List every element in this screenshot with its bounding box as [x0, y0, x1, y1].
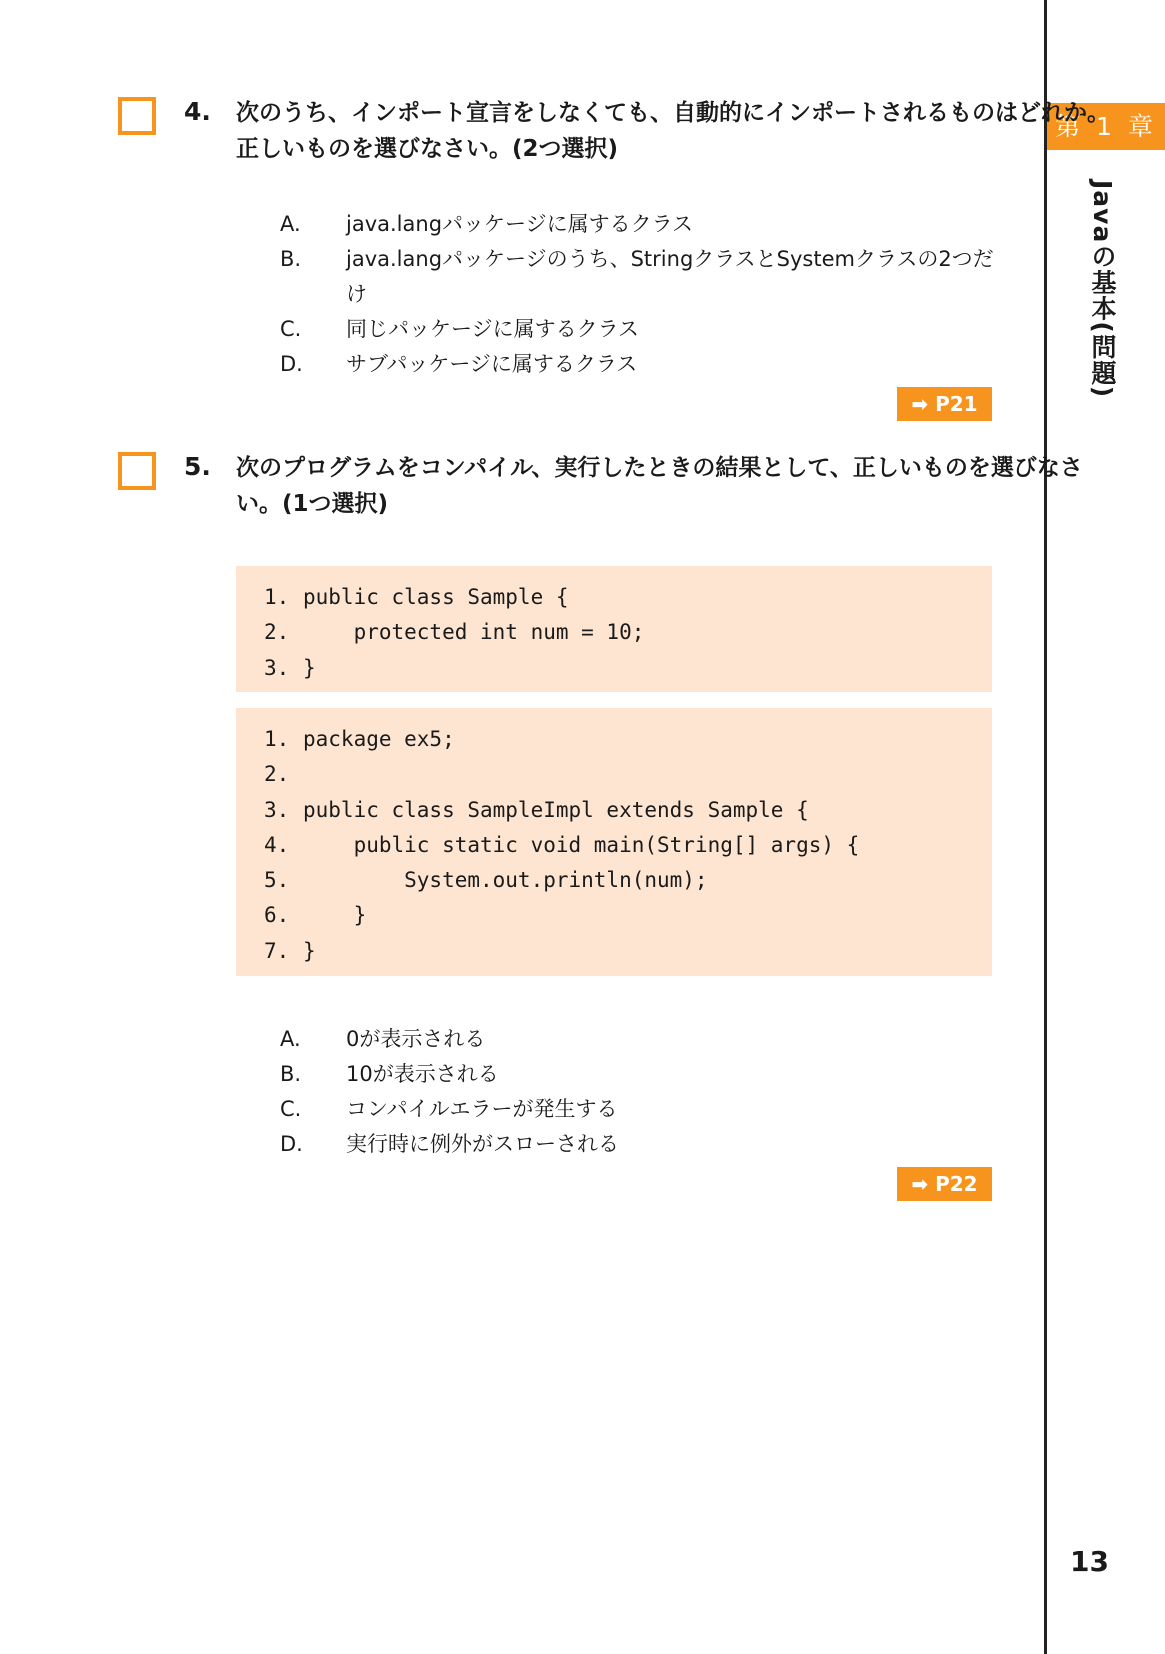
line-number: 4.: [264, 832, 290, 857]
choice-letter: A.: [280, 1027, 301, 1051]
chapter-tab: 第 1 章: [1047, 103, 1165, 150]
choice-text: サブパッケージに属するクラス: [346, 352, 638, 376]
choice-text: 10が表示される: [346, 1062, 499, 1086]
choice-text: コンパイルエラーが発生する: [346, 1097, 618, 1121]
code-line: [236, 828, 992, 863]
choice-text: 0が表示される: [346, 1027, 486, 1051]
line-number: 6.: [264, 903, 290, 928]
code-line: [236, 757, 992, 792]
line-number: 3.: [264, 655, 290, 680]
question-number: 4.: [184, 97, 211, 126]
choice-letter: B.: [280, 1062, 302, 1086]
code-line: [236, 934, 992, 969]
code-text: protected int num = 10;: [303, 620, 645, 645]
code-text: System.out.println(num);: [303, 868, 708, 893]
choice-letter: D.: [280, 352, 303, 376]
line-number: 1.: [264, 727, 290, 751]
choice-d: [280, 1127, 1000, 1162]
choice-a: [280, 1022, 1000, 1057]
choice-letter: C.: [280, 1097, 302, 1121]
code-line: [236, 615, 992, 650]
question-4-choices: [280, 207, 1000, 382]
code-line: [236, 863, 992, 898]
page-reference-badge[interactable]: ➡ P21: [897, 387, 992, 421]
line-number: 7.: [264, 938, 290, 963]
code-block-sampleimpl: [236, 708, 992, 976]
choice-letter: C.: [280, 317, 302, 341]
line-number: 2.: [264, 762, 290, 787]
question-number: 5.: [184, 452, 211, 481]
choice-text: 実行時に例外がスローされる: [346, 1132, 619, 1156]
code-text: public class Sample {: [303, 585, 569, 609]
code-line: [236, 722, 992, 757]
code-line: [236, 898, 992, 933]
choice-text: 同じパッケージに属するクラス: [346, 317, 639, 341]
choice-b: [280, 1057, 1000, 1092]
code-block-sample: [236, 566, 992, 692]
code-text: public class SampleImpl extends Sample {: [303, 797, 809, 822]
page-number: 13: [1070, 1545, 1109, 1578]
choice-text: java.langパッケージに属するクラス: [346, 212, 693, 236]
code-line: [236, 651, 992, 686]
line-number: 5.: [264, 868, 290, 893]
code-text: }: [303, 655, 316, 680]
choice-a: [280, 207, 1000, 242]
choice-c: [280, 1092, 1000, 1127]
line-number: 1.: [264, 585, 290, 609]
choice-c: [280, 312, 1000, 347]
section-title: Javaの基本(問題): [1088, 180, 1117, 399]
question-5-choices: [280, 1022, 1000, 1162]
code-text: }: [303, 938, 316, 963]
side-rule: [1044, 0, 1047, 1654]
line-number: 2.: [264, 620, 290, 645]
code-text: package ex5;: [303, 727, 455, 751]
choice-letter: A.: [280, 212, 301, 236]
question-5-checkbox[interactable]: [118, 452, 156, 490]
choice-letter: B.: [280, 247, 302, 271]
question-4-checkbox[interactable]: [118, 97, 156, 135]
choice-letter: D.: [280, 1132, 303, 1156]
code-text: }: [303, 903, 367, 928]
question-text: 次のプログラムをコンパイル、実行したときの結果として、正しいものを選びなさい。(1つ選択): [236, 455, 1083, 517]
code-line: [236, 580, 992, 615]
page-reference-badge[interactable]: ➡ P22: [897, 1167, 992, 1201]
code-text: public static void main(String[] args) {: [303, 832, 860, 857]
code-line: [236, 793, 992, 828]
question-text: 次のうち、インポート宣言をしなくても、自動的にインポートされるものはどれか。正しいものを選びなさい。(2つ選択): [236, 100, 1110, 162]
choice-d: [280, 347, 1000, 382]
choice-b: [280, 242, 1000, 312]
line-number: 3.: [264, 797, 290, 822]
choice-text: java.langパッケージのうち、StringクラスとSystemクラスの2つだけ: [346, 247, 994, 306]
